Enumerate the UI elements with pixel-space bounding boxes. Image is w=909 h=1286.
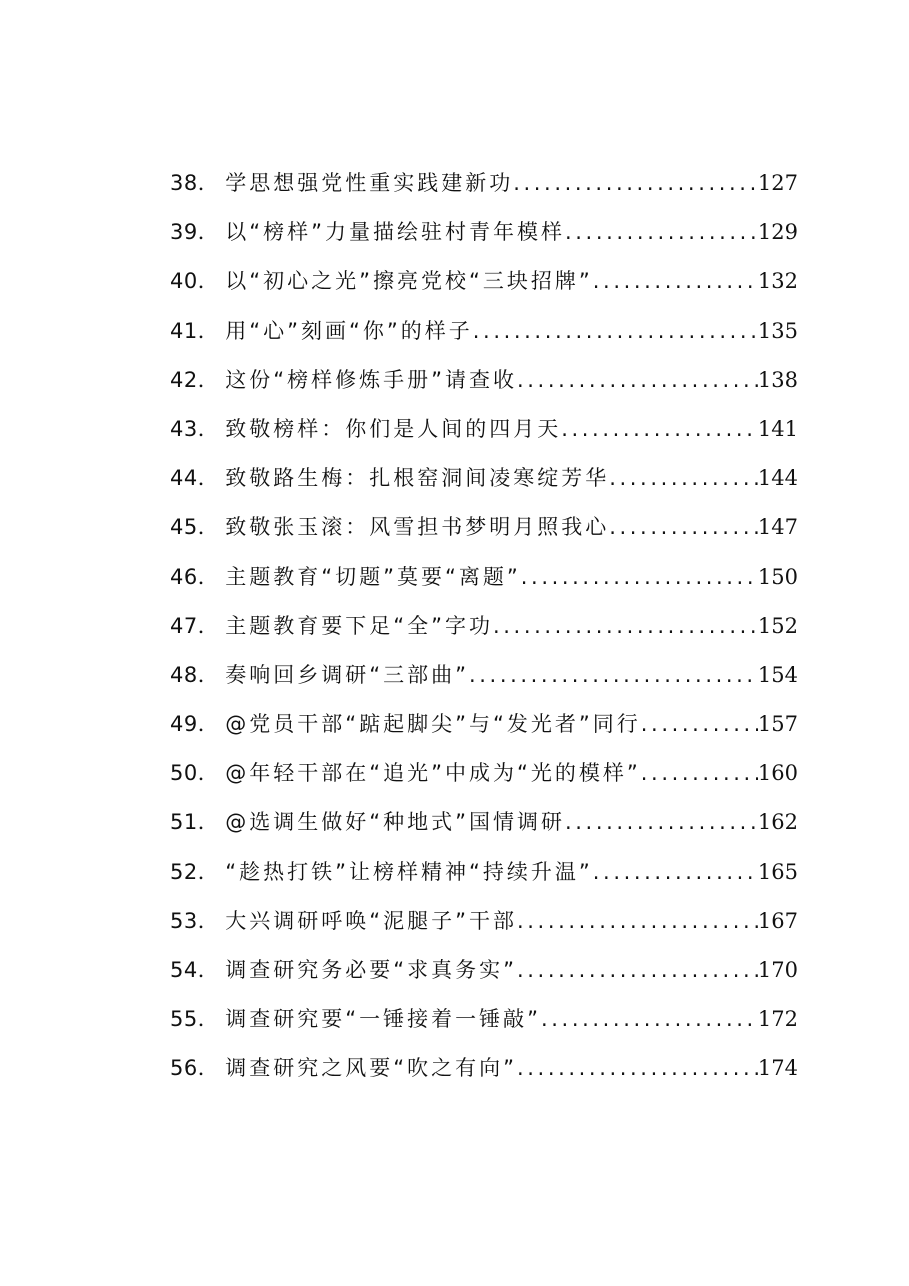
toc-entry-title: 调查研究务必要“求真务实” — [225, 958, 517, 982]
toc-entry — [170, 749, 798, 798]
toc-dot-leader — [521, 553, 758, 602]
toc-entry-page-number: 157 — [757, 712, 798, 737]
toc-entry-title: 调查研究之风要“吹之有向” — [225, 1056, 517, 1081]
toc-entry-page-number: 167 — [757, 908, 798, 933]
toc-entry-number: 55． — [170, 1007, 220, 1032]
toc-entry-number: 50． — [170, 761, 220, 786]
toc-dot-leader — [641, 749, 758, 798]
toc-entry-number: 56． — [170, 1056, 220, 1081]
toc-entry-number: 43． — [170, 416, 220, 441]
toc-entry-page-number: 160 — [757, 761, 798, 786]
toc-entry-number: 38． — [170, 171, 220, 195]
toc-entry-page-number: 150 — [757, 564, 798, 589]
toc-entry — [170, 995, 798, 1044]
toc-entry — [170, 651, 798, 700]
toc-entry-title: 奏响回乡调研“三部曲” — [225, 662, 469, 687]
toc-entry-number: 47． — [170, 613, 220, 638]
toc-entry — [170, 208, 798, 257]
toc-entry — [170, 602, 798, 651]
toc-entry-title: 以“榜样”力量描绘驻村青年模样 — [225, 220, 565, 245]
toc-entry-page-number: 129 — [757, 220, 798, 245]
toc-entry — [170, 454, 798, 503]
toc-entry-page-number: 170 — [757, 958, 798, 982]
toc-entry-title: 学思想强党性重实践建新功 — [225, 171, 514, 195]
toc-dot-leader — [609, 503, 758, 552]
toc-entry — [170, 307, 798, 356]
toc-entry-title: 大兴调研呼唤“泥腿子”干部 — [225, 908, 517, 933]
toc-entry-number: 52． — [170, 859, 220, 884]
toc-entry — [170, 553, 798, 602]
toc-entry-number: 42． — [170, 367, 220, 392]
toc-dot-leader — [593, 848, 758, 897]
toc-entry-page-number: 135 — [757, 318, 798, 343]
toc-entry-page-number: 152 — [757, 613, 798, 638]
toc-entry-title: 这份“榜样修炼手册”请查收 — [225, 367, 517, 392]
toc-entry-title: @选调生做好“种地式”国情调研 — [225, 810, 565, 835]
toc-dot-leader — [493, 602, 758, 651]
toc-entry-title: 用“心”刻画“你”的样子 — [225, 318, 473, 343]
toc-entry — [170, 356, 798, 405]
toc-entry — [170, 405, 798, 454]
toc-dot-leader — [609, 454, 758, 503]
toc-entry-title: 主题教育要下足“全”字功 — [225, 613, 493, 638]
toc-entry — [170, 848, 798, 897]
toc-entry-number: 54． — [170, 958, 220, 982]
toc-entry-number: 40． — [170, 269, 220, 294]
toc-entry — [170, 503, 798, 552]
toc-entry-title: 主题教育“切题”莫要“离题” — [225, 564, 521, 589]
toc-entry-page-number: 147 — [757, 515, 798, 540]
toc-entry-page-number: 127 — [757, 171, 798, 195]
toc-entry-title: “趁热打铁”让榜样精神“持续升温” — [225, 859, 593, 884]
toc-entry-title: 以“初心之光”擦亮党校“三块招牌” — [225, 269, 593, 294]
toc-dot-leader — [513, 159, 758, 208]
toc-dot-leader — [561, 405, 758, 454]
toc-dot-leader — [641, 700, 758, 749]
toc-dot-leader — [541, 995, 758, 1044]
toc-entry-title: @年轻干部在“追光”中成为“光的模样” — [225, 761, 641, 786]
toc-entry-page-number: 172 — [757, 1007, 798, 1032]
toc-entry-title: 致敬张玉滚：风雪担书梦明月照我心 — [225, 515, 610, 540]
toc-entry-page-number: 165 — [757, 859, 798, 884]
toc-entry-title: 致敬路生梅：扎根窑洞间凌寒绽芳华 — [225, 466, 610, 491]
toc-dot-leader — [565, 798, 758, 847]
toc-entry — [170, 257, 798, 306]
toc-entry-page-number: 154 — [757, 662, 798, 687]
toc-dot-leader — [517, 356, 758, 405]
toc-entry-number: 39． — [170, 220, 220, 245]
toc-dot-leader — [473, 307, 758, 356]
toc-entry-number: 44． — [170, 466, 220, 491]
toc-entry-title: @党员干部“踮起脚尖”与“发光者”同行 — [225, 712, 641, 737]
toc-entry-page-number: 144 — [757, 466, 798, 491]
toc-entry — [170, 946, 798, 995]
toc-entry-page-number: 132 — [757, 269, 798, 294]
toc-entry-page-number: 174 — [757, 1056, 798, 1081]
toc-entry-page-number: 162 — [757, 810, 798, 835]
toc-entry-number: 41． — [170, 318, 220, 343]
toc-entry-number: 53． — [170, 908, 220, 933]
toc-entry-title: 调查研究要“一锤接着一锤敲” — [225, 1007, 541, 1032]
toc-entry-number: 51． — [170, 810, 220, 835]
toc-dot-leader — [593, 257, 758, 306]
toc-entry-number: 48． — [170, 662, 220, 687]
toc-entry-title: 致敬榜样：你们是人间的四月天 — [225, 416, 562, 441]
toc-entry-number: 46． — [170, 564, 220, 589]
toc-entry — [170, 159, 798, 208]
toc-entry — [170, 798, 798, 847]
toc-entry-number: 45． — [170, 515, 220, 540]
toc-dot-leader — [517, 1044, 758, 1093]
toc-entry-page-number: 141 — [757, 416, 798, 441]
toc-dot-leader — [517, 946, 758, 995]
toc-entry — [170, 1044, 798, 1093]
toc-entry-page-number: 138 — [757, 367, 798, 392]
toc-dot-leader — [517, 897, 758, 946]
toc-entry — [170, 897, 798, 946]
toc-dot-leader — [565, 208, 758, 257]
toc-dot-leader — [469, 651, 758, 700]
toc-entry — [170, 700, 798, 749]
table-of-contents — [170, 159, 798, 1094]
toc-entry-number: 49． — [170, 712, 220, 737]
